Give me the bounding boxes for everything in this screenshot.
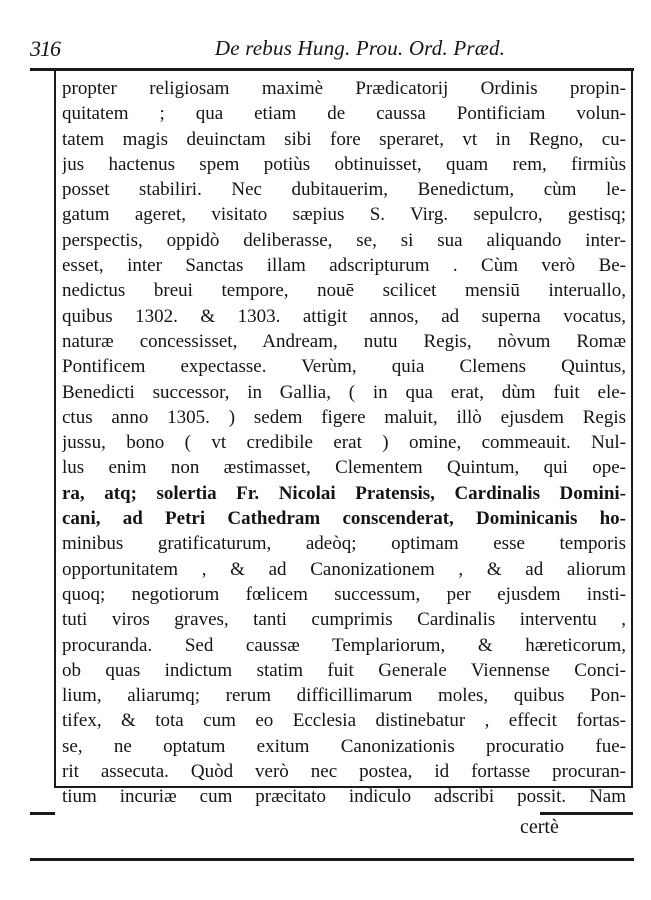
text-line: tium incuriæ cum præcitato indiculo adscribi possit. Nam — [62, 786, 626, 808]
text-line: perspectis, oppidò deliberasse, se, si sua aliquando inter- — [62, 229, 626, 251]
text-line: jussu, bono ( vt credibile erat ) omine, commeauit. Nul- — [62, 432, 626, 454]
text-line: quitatem ; qua etiam de caussa Pontificiam volun- — [62, 103, 626, 125]
text-line: nedictus breui tempore, nouē scilicet mensiū interuallo, — [62, 280, 626, 302]
text-line: Pontificem expectasse. Verùm, quia Clemens Quintus, — [62, 356, 626, 378]
footer-rule — [30, 858, 634, 861]
text-line: naturæ concessisset, Andream, nutu Regis, nòvum Romæ — [62, 330, 626, 352]
catchword: certè — [520, 816, 559, 838]
text-line: Benedicti successor, in Gallia, ( in qua erat, dùm fuit ele- — [62, 381, 626, 403]
text-line: tifex, & tota cum eo Ecclesia distinebatur , effecit fortas- — [62, 710, 626, 732]
outer-bottom-rule-right — [540, 812, 633, 815]
text-line: cani, ad Petri Cathedram conscenderat, Dominicanis ho- — [62, 508, 626, 530]
text-line: esset, inter Sanctas illam adscripturum . Cùm verò Be- — [62, 255, 626, 277]
text-line: ob quas indictum statim fuit Generale Viennense Conci- — [62, 659, 626, 681]
text-line: procuranda. Sed caussæ Templariorum, & hæreticorum, — [62, 634, 626, 656]
text-line: minibus gratificaturum, adeòq; optimam esse temporis — [62, 533, 626, 555]
header-rule — [30, 68, 634, 71]
page-number: 316 — [30, 36, 60, 61]
text-line: lium, aliarumq; rerum difficillimarum moles, quibus Pon- — [62, 685, 626, 707]
text-line: propter religiosam maximè Prædicatorij Ordinis propin- — [62, 78, 626, 99]
text-line: gatum ageret, visitato sæpius S. Virg. sepulcro, gestisq; — [62, 204, 626, 226]
text-line: quibus 1302. & 1303. attigit annos, ad superna vocatus, — [62, 305, 626, 327]
text-line: tuti viros graves, tanti cumprimis Cardinalis interventu , — [62, 609, 626, 631]
outer-bottom-rule-left — [30, 812, 55, 815]
body-text — [62, 76, 626, 810]
text-line: opportunitatem , & ad Canonizationem , & ad aliorum — [62, 558, 626, 580]
text-line: quoq; negotiorum fœlicem successum, per ejusdem insti- — [62, 583, 626, 605]
text-line: lus enim non æstimasset, Clementem Quintum, qui ope- — [62, 457, 626, 479]
running-head: De rebus Hung. Prou. Ord. Præd. — [214, 36, 506, 60]
frame-left-rule — [54, 70, 56, 788]
text-line: ra, atq; solertia Fr. Nicolai Pratensis, Cardinalis Domini- — [62, 482, 626, 504]
text-line: ctus anno 1305. ) sedem figere maluit, illò ejusdem Regis — [62, 406, 626, 428]
text-line: jus hactenus spem potiùs obtinuisset, quam rem, firmiùs — [62, 153, 626, 175]
text-line: se, ne optatum exitum Canonizationis procuratio fue- — [62, 735, 626, 757]
text-line: rit assecuta. Quòd verò nec postea, id fortasse procuran- — [62, 761, 626, 783]
text-line: posset stabiliri. Nec dubitauerim, Benedictum, cùm le- — [62, 179, 626, 201]
text-line: tatem magis deuinctam sibi fore speraret, vt in Regno, cu- — [62, 128, 626, 150]
frame-right-rule — [631, 70, 633, 788]
